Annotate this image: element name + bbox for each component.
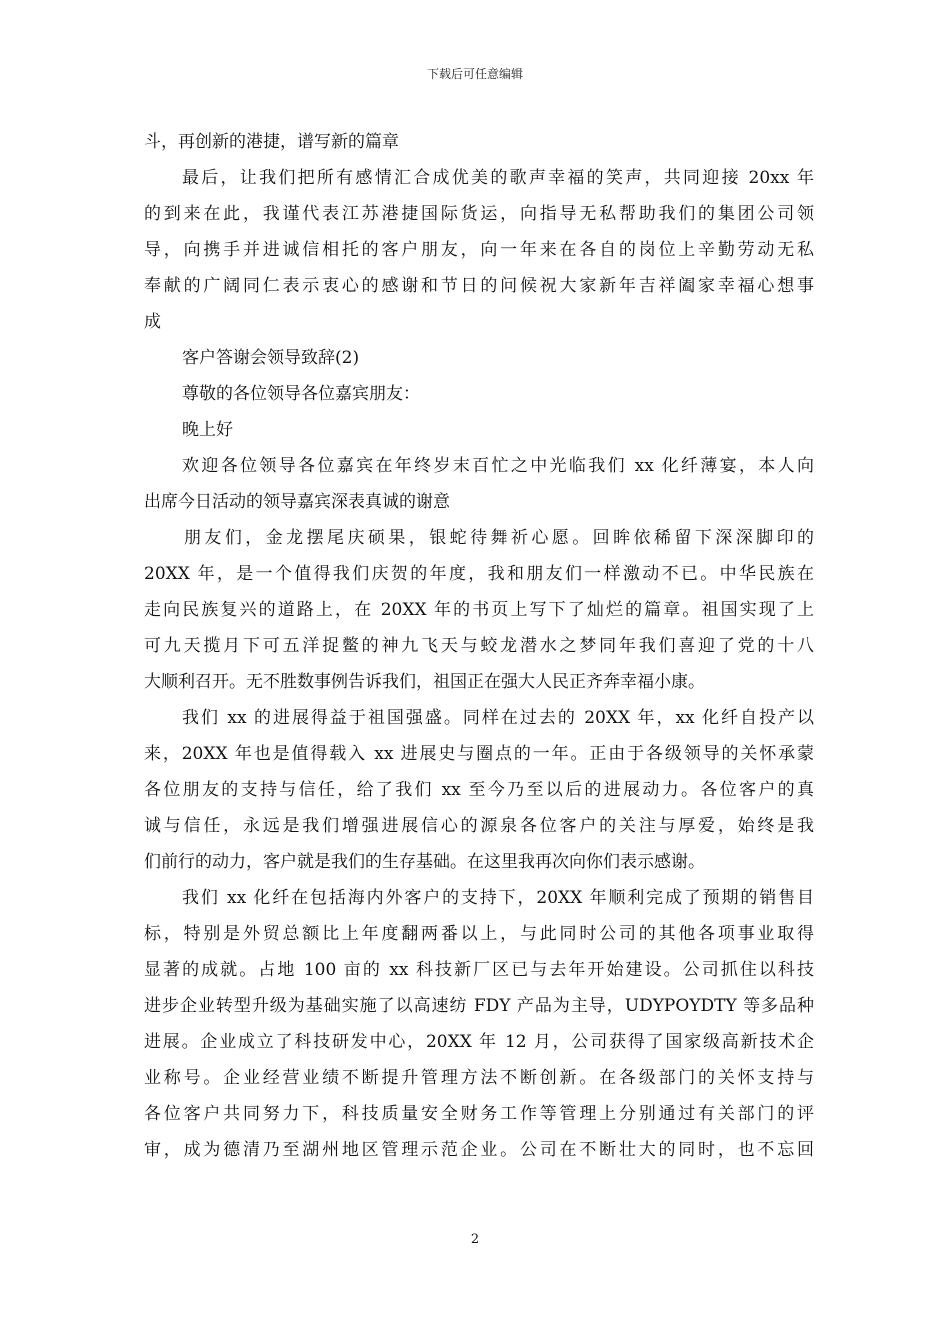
text-line: 我们 xx 化纤在包括海内外客户的支持下，20XX 年顺利完成了预期的销售目 <box>182 888 814 908</box>
greeting: 晚上好 <box>182 420 233 440</box>
text-line: 我们 xx 的进展得益于祖国强盛。同样在过去的 20XX 年，xx 化纤自投产以 <box>182 708 814 728</box>
text-line: 的到来在此，我谨代表江苏港捷国际货运，向指导无私帮助我们的集团公司领 <box>144 204 814 224</box>
page-number: 2 <box>470 1232 480 1247</box>
salutation: 尊敬的各位领导各位嘉宾朋友： <box>182 384 420 404</box>
document-body <box>144 124 814 1168</box>
text-line: 显著的成就。占地 100 亩的 xx 科技新厂区已与去年开始建设。公司抓住以科技 <box>144 960 814 980</box>
text-line: 斗，再创新的港捷，谱写新的篇章 <box>144 132 399 152</box>
text-line: 出席今日活动的领导嘉宾深表真诚的谢意 <box>144 492 450 512</box>
text-line: 标，特别是外贸总额比上年度翻两番以上，与此同时公司的其他各项事业取得 <box>144 924 814 944</box>
text-line: 奉献的广阔同仁表示衷心的感谢和节日的问候祝大家新年吉祥阖家幸福心想事 <box>144 276 814 296</box>
text-line: 导，向携手并进诚信相托的客户朋友，向一年来在各自的岗位上辛勤劳动无私 <box>144 240 814 260</box>
text-line: 欢迎各位领导各位嘉宾在年终岁末百忙之中光临我们 xx 化纤薄宴，本人向 <box>182 456 814 476</box>
page-header: 下载后可任意编辑 <box>426 67 523 81</box>
text-line: 审，成为德清乃至湖州地区管理示范企业。公司在不断壮大的同时，也不忘回 <box>144 1140 814 1160</box>
text-line: 来，20XX 年也是值得载入 xx 进展史与圈点的一年。正由于各级领导的关怀承蒙 <box>144 744 814 764</box>
text-line: 进步企业转型升级为基础实施了以高速纺 FDY 产品为主导，UDYPOYDTY 等多品种 <box>144 996 814 1016</box>
text-line: 可九天揽月下可五洋捉鳖的神九飞天与蛟龙潜水之梦同年我们喜迎了党的十八 <box>144 636 814 656</box>
text-line: 走向民族复兴的道路上，在 20XX 年的书页上写下了灿烂的篇章。祖国实现了上 <box>144 600 814 620</box>
section-title: 客户答谢会领导致辞(2) <box>182 348 360 368</box>
text-line: 成 <box>144 312 161 332</box>
text-line: 进展。企业成立了科技研发中心，20XX 年 12 月，公司获得了国家级高新技术企 <box>144 1032 814 1052</box>
text-line: 诚与信任，永远是我们增强进展信心的源泉各位客户的关注与厚爱，始终是我 <box>144 816 814 836</box>
text-line: 20XX 年，是一个值得我们庆贺的年度，我和朋友们一样激动不已。中华民族在 <box>144 564 814 584</box>
text-line: 最后，让我们把所有感情汇合成优美的歌声幸福的笑声，共同迎接 20xx 年 <box>182 168 814 188</box>
text-line: 朋友们，金龙摆尾庆硕果，银蛇待舞祈心愿。回眸依稀留下深深脚印的 <box>184 528 814 548</box>
text-line: 各位客户共同努力下，科技质量安全财务工作等管理上分别通过有关部门的评 <box>144 1104 814 1124</box>
text-line: 各位朋友的支持与信任，给了我们 xx 至今乃至以后的进展动力。各位客户的真 <box>144 780 814 800</box>
text-line: 业称号。企业经营业绩不断提升管理方法不断创新。在各级部门的关怀支持与 <box>144 1068 814 1088</box>
text-line: 大顺利召开。无不胜数事例告诉我们，祖国正在强大人民正齐奔幸福小康。 <box>144 672 705 692</box>
text-line: 们前行的动力，客户就是我们的生存基础。在这里我再次向你们表示感谢。 <box>144 852 705 872</box>
